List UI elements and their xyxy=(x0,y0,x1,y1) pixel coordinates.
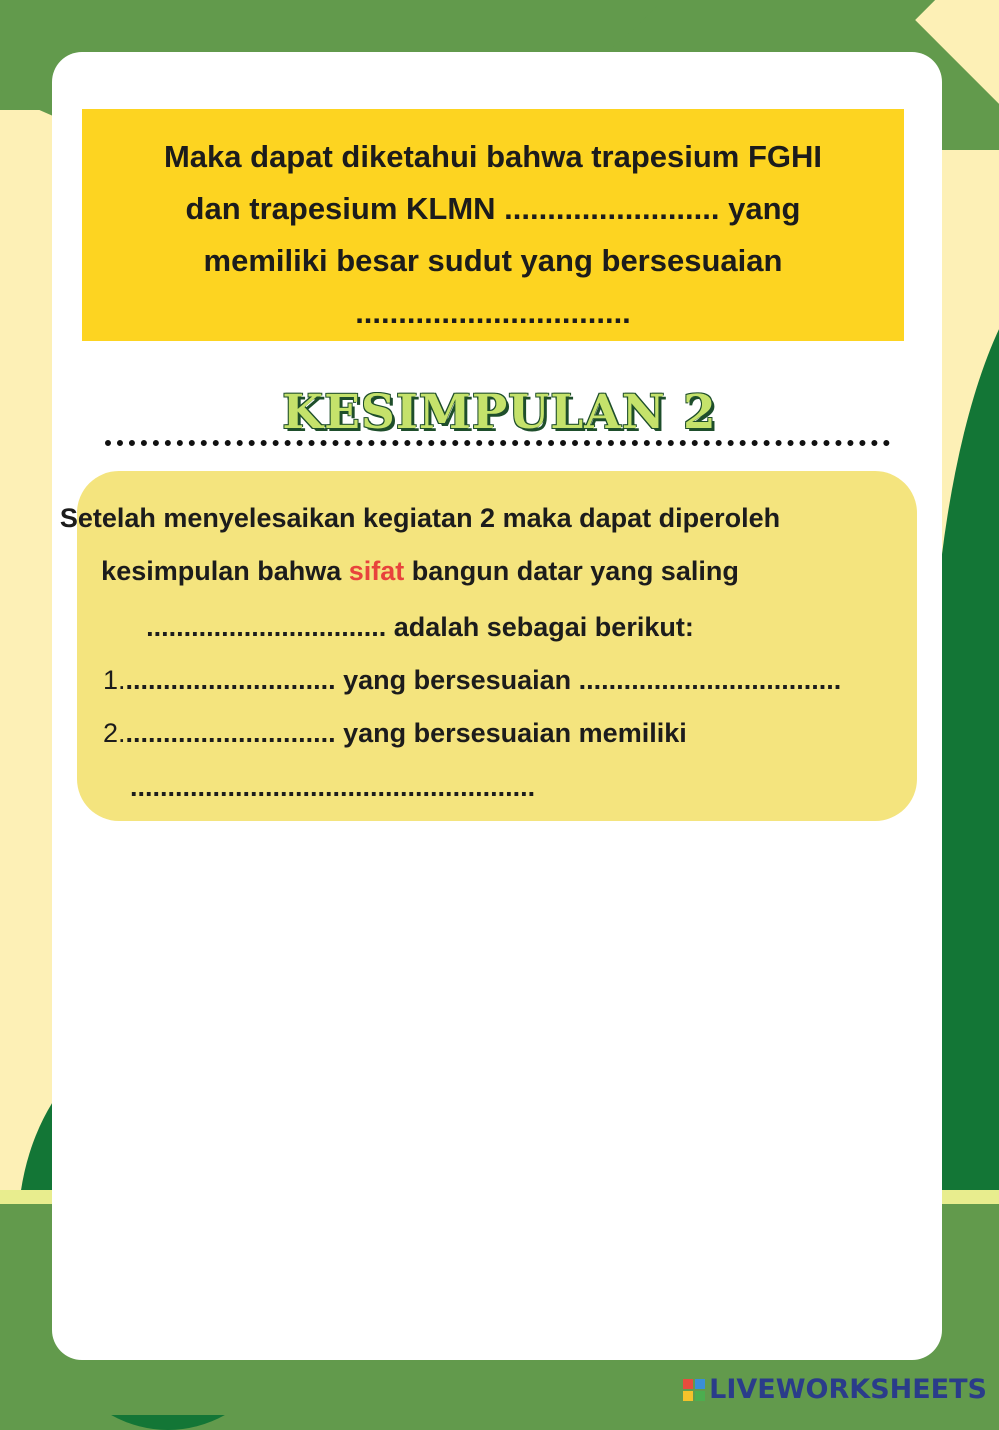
statement-blank: ................................ xyxy=(355,295,631,330)
section-heading: KESIMPULAN 2 xyxy=(282,385,717,440)
list-number: 2. xyxy=(103,718,126,748)
watermark-text: LIVEWORKSHEETS xyxy=(709,1374,987,1405)
list-item xyxy=(103,665,841,696)
conclusion-line-3: ................................ adalah sebagai berikut: xyxy=(146,612,694,642)
conclusion-line-2-end: bangun datar yang saling xyxy=(404,556,739,586)
statement-text xyxy=(102,131,884,339)
liveworksheets-logo-icon xyxy=(683,1379,705,1401)
conclusion-line-2-start: kesimpulan bahwa xyxy=(101,556,349,586)
statement-line-2: dan trapesium KLMN ......................... yang xyxy=(185,191,801,226)
statement-line-3: memiliki besar sudut yang bersesuaian xyxy=(203,243,783,278)
liveworksheets-watermark xyxy=(683,1374,987,1405)
answer-blank-line: ...................................................... xyxy=(130,772,536,802)
highlight-word: sifat xyxy=(348,556,405,586)
conclusion-line-1: Setelah menyelesaikan kegiatan 2 maka dapat diperoleh xyxy=(59,503,781,533)
list-text: ............................ yang bersesuaian ................................... xyxy=(125,665,842,695)
conclusion-line-2 xyxy=(0,556,840,587)
list-number: 1. xyxy=(103,665,126,695)
statement-box xyxy=(82,109,904,341)
list-text: ............................ yang bersesuaian memiliki xyxy=(125,718,687,748)
list-item xyxy=(103,718,687,749)
heading-dotted-line xyxy=(105,440,890,456)
statement-line-1: Maka dapat diketahui bahwa trapesium FGHI xyxy=(163,139,823,174)
